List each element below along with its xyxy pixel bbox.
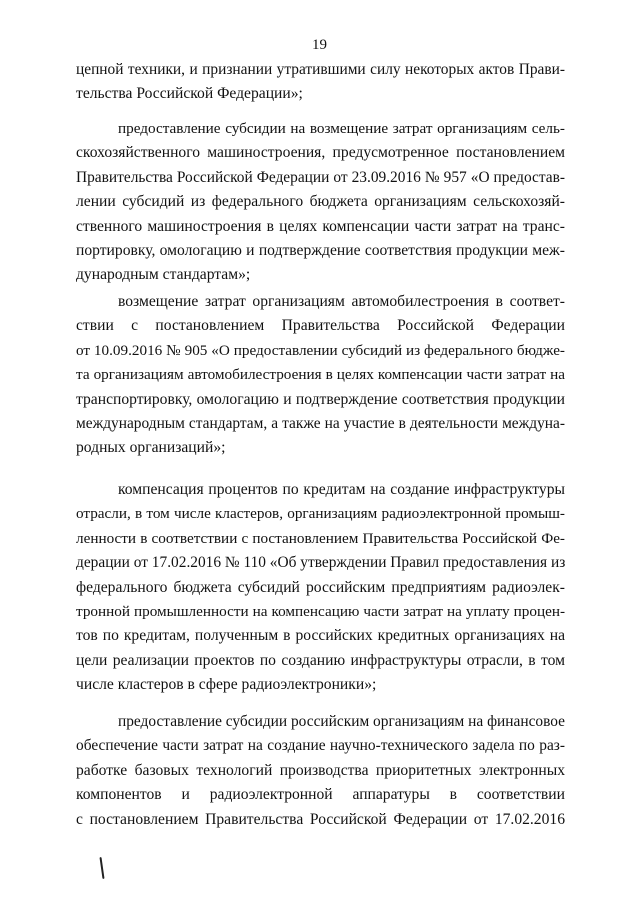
paragraph-line: федерального бюджета субсидий российским предприятиям радиоэлек- xyxy=(76,578,565,596)
paragraph-line: дународным стандартам»; xyxy=(76,266,251,284)
paragraph-line: портировку, омологацию и подтверждение соответствия продукции меж- xyxy=(76,241,565,259)
paragraph-line: цели реализации проектов по созданию инфраструктуры отрасли, в том xyxy=(76,651,565,669)
paragraph-line: цепной техники, и признании утратившими силу некоторых актов Прави- xyxy=(76,61,565,78)
paragraph-line: транспортировку, омологацию и подтверждение соответствия продукции xyxy=(76,390,565,408)
paragraph-line: предоставление субсидии на возмещение затрат организациям сель- xyxy=(118,120,565,137)
paragraph-line: работке базовых технологий производства приоритетных электронных xyxy=(76,761,565,779)
paragraph-line: от 10.09.2016 № 905 «О предоставлении субсидий из федерального бюдже- xyxy=(76,341,565,359)
paragraph-4 xyxy=(76,478,565,698)
paragraph-line: родных организаций»; xyxy=(76,439,226,457)
paragraph-line: дерации от 17.02.2016 № 110 «Об утверждении Правил предоставления из xyxy=(76,554,565,572)
paragraph-line: обеспечение части затрат на создание научно-технического задела по раз- xyxy=(76,737,565,755)
paragraph-line: скохозяйственного машиностроения, предусмотренное постановлением xyxy=(76,144,565,162)
paragraph-1 xyxy=(76,58,565,107)
paragraph-line: с постановлением Правительства Российской Федерации от 17.02.2016 xyxy=(76,810,565,828)
paragraph-line: международным стандартам, а также на участие в деятельности междуна- xyxy=(76,414,565,432)
paragraph-2 xyxy=(76,117,565,288)
page-number: 19 xyxy=(312,37,327,53)
paragraph-line: компенсация процентов по кредитам на создание инфраструктуры xyxy=(118,481,565,498)
pen-mark xyxy=(99,857,104,879)
paragraph-line: ственного машиностроения в целях компенсации части затрат на транс- xyxy=(76,217,565,235)
paragraph-line: ствии с постановлением Правительства Российской Федерации xyxy=(76,317,565,335)
paragraph-5 xyxy=(76,710,565,832)
paragraph-3 xyxy=(76,290,565,461)
paragraph-line: ленности в соответствии с постановлением Правительства Российской Фе- xyxy=(76,529,565,547)
paragraph-line: та организациям автомобилестроения в целях компенсации части затрат на xyxy=(76,366,565,384)
paragraph-line: тельства Российской Федерации»; xyxy=(76,85,303,103)
paragraph-line: компонентов и радиоэлектронной аппаратуры в соответствии xyxy=(76,786,565,804)
paragraph-line: лении субсидий из федерального бюджета организациям сельскохозяй- xyxy=(76,193,565,211)
paragraph-line: отрасли, в том числе кластеров, организациям радиоэлектронной промыш- xyxy=(76,505,565,523)
paragraph-line: предоставление субсидии российским организациям на финансовое xyxy=(118,713,565,730)
paragraph-line: тов по кредитам, полученным в российских кредитных организациях на xyxy=(76,627,565,645)
paragraph-line: возмещение затрат организациям автомобилестроения в соответ- xyxy=(118,293,565,310)
paragraph-line: тронной промышленности на компенсацию части затрат на уплату процен- xyxy=(76,602,565,620)
paragraph-line: Правительства Российской Федерации от 23.09.2016 № 957 «О предостав- xyxy=(76,168,565,186)
paragraph-line: числе кластеров в сфере радиоэлектроники»; xyxy=(76,676,377,694)
